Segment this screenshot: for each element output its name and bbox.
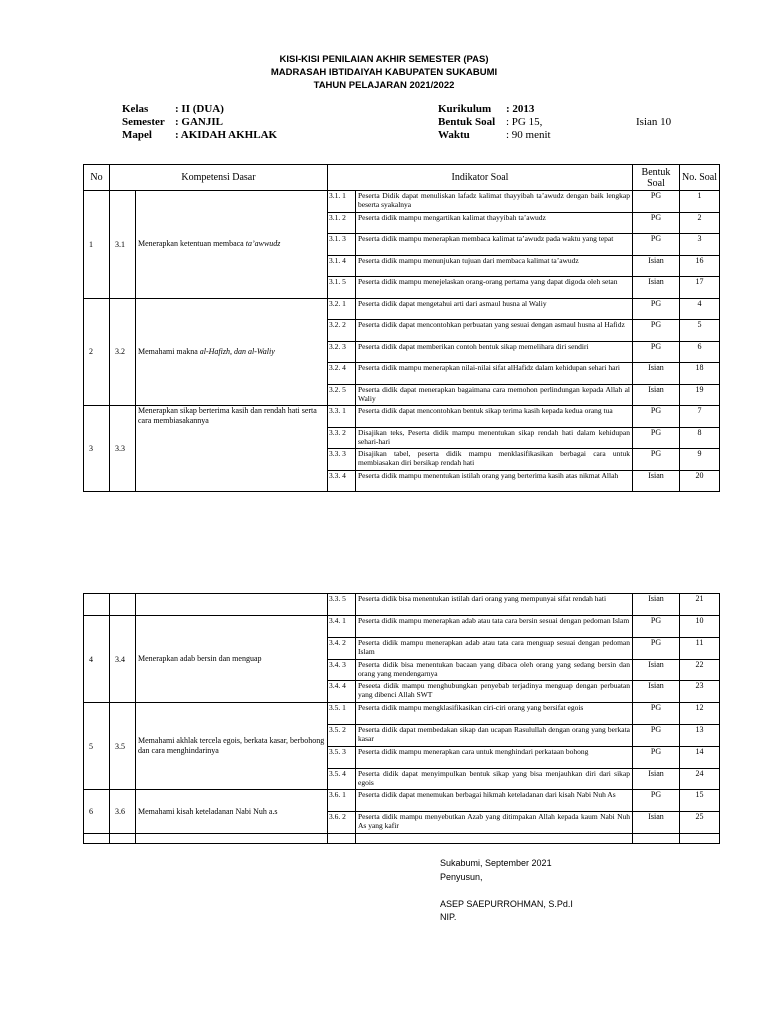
question-number: 13 <box>680 724 720 746</box>
question-number: 16 <box>680 255 720 277</box>
question-type: Isian <box>633 384 680 406</box>
question-number: 24 <box>680 768 720 790</box>
mapel-label: Mapel <box>122 129 152 141</box>
kurikulum-value: : 2013 <box>506 103 535 115</box>
doc-title-line-3: TAHUN PELAJARAN 2021/2022 <box>313 80 455 91</box>
question-type: PG <box>633 341 680 363</box>
question-number: 12 <box>680 703 720 725</box>
group-number: 5 <box>84 703 110 790</box>
waktu-label: Waktu <box>438 129 470 141</box>
kd-number: 3.4 <box>110 616 136 703</box>
mapel-value: : AKIDAH AKHLAK <box>175 129 278 141</box>
indicator-text: Peserta didik dapat menemukan berbagai hikmah keteladanan dari kisah Nabi Nuh As <box>356 790 633 812</box>
table-row <box>84 616 720 638</box>
header-kompetensi-dasar: Kompetensi Dasar <box>110 165 328 191</box>
question-number: 23 <box>680 681 720 703</box>
question-number: 22 <box>680 659 720 681</box>
kelas-value: : II (DUA) <box>175 103 224 115</box>
group-number-empty <box>84 594 110 616</box>
question-number: 18 <box>680 363 720 385</box>
empty-cell <box>328 833 356 843</box>
table-row <box>84 790 720 812</box>
question-number: 5 <box>680 320 720 342</box>
kurikulum-label: Kurikulum <box>438 103 492 115</box>
kd-number: 3.3 <box>110 406 136 492</box>
empty-cell <box>110 833 136 843</box>
question-number: 4 <box>680 298 720 320</box>
indicator-text: Disajikan teks, Peserta didik mampu menentukan sikap rendah hati dalam kehidupan sehari-hari <box>356 427 633 449</box>
group-number: 2 <box>84 298 110 406</box>
kd-number: 3.6 <box>110 790 136 834</box>
indicator-number: 3.1. 4 <box>328 255 356 277</box>
question-type: Isian <box>633 594 680 616</box>
indicator-number: 3.2. 2 <box>328 320 356 342</box>
indicator-text: Peserta didik dapat mencontohkan perbuatan yang sesuai dengan asmaul husna al Hafidz <box>356 320 633 342</box>
meta-semester <box>122 116 223 128</box>
question-number: 21 <box>680 594 720 616</box>
indicator-text: Peserta didik dapat membedakan sikap dan ucapan Rasulullah dengan orang yang berkata kasar <box>356 724 633 746</box>
indicator-number: 3.2. 4 <box>328 363 356 385</box>
header-no-soal: No. Soal <box>680 165 720 191</box>
indicator-number: 3.5. 4 <box>328 768 356 790</box>
empty-cell <box>680 833 720 843</box>
question-number: 3 <box>680 234 720 256</box>
header-no: No <box>84 165 110 191</box>
bentuk-extra-value: Isian 10 <box>636 116 672 128</box>
table-row <box>84 298 720 320</box>
empty-cell <box>84 833 110 843</box>
question-type: Isian <box>633 659 680 681</box>
bentuk-extra <box>636 116 671 128</box>
kd-text-empty <box>136 594 328 616</box>
question-type: PG <box>633 298 680 320</box>
semester-value: : GANJIL <box>175 116 223 128</box>
semester-label: Semester <box>122 116 165 128</box>
question-type: PG <box>633 449 680 471</box>
question-number: 11 <box>680 637 720 659</box>
indicator-number: 3.5. 3 <box>328 746 356 768</box>
question-number: 8 <box>680 427 720 449</box>
question-type: Isian <box>633 681 680 703</box>
empty-cell <box>136 833 328 843</box>
kd-text: Memahami akhlak tercela egois, berkata kasar, berbohong dan cara menghindarinya <box>136 703 328 790</box>
kd-text: Menerapkan ketentuan membaca ta’awwudz <box>136 191 328 299</box>
table-row <box>84 406 720 428</box>
empty-cell <box>633 833 680 843</box>
question-number: 9 <box>680 449 720 471</box>
indicator-text: Peserta didik mampu mengartikan kalimat thayyibah ta’awudz <box>356 212 633 234</box>
indicator-number: 3.1. 3 <box>328 234 356 256</box>
question-type: PG <box>633 191 680 213</box>
indicator-text: Peserta didik dapat memberikan contoh bentuk sikap memelihara diri sendiri <box>356 341 633 363</box>
indicator-text: Peserta didik mampu menerapkan membaca kalimat ta’awudz pada waktu yang tepat <box>356 234 633 256</box>
kisi-table-page-1 <box>83 164 720 492</box>
question-number: 1 <box>680 191 720 213</box>
indicator-text: Peserta didik mampu menerapkan adab atau tata cara bersin sesuai dengan pedoman Islam <box>356 616 633 638</box>
empty-cell <box>356 833 633 843</box>
header-bentuk-soal: Bentuk Soal <box>633 165 680 191</box>
question-type: PG <box>633 212 680 234</box>
indicator-text: Peseeta didik mampu menghubungkan penyebab terjadinya menguap dengan perbuatan yang dibenci Allah SWT <box>356 681 633 703</box>
kd-text: Menerapkan sikap berterima kasih dan rendah hati serta cara membiasakannya <box>136 406 328 492</box>
group-number: 3 <box>84 406 110 492</box>
indicator-text: Peserta didik mampu menentukan istilah orang yang berterima kasih atas nikmat Allah <box>356 470 633 492</box>
indicator-text: Peserta didik mampu menejelaskan orang-orang pertama yang dapat digoda oleh setan <box>356 277 633 299</box>
question-type: Isian <box>633 812 680 834</box>
question-type: PG <box>633 406 680 428</box>
question-type: Isian <box>633 277 680 299</box>
question-type: PG <box>633 746 680 768</box>
indicator-text: Peserta didik dapat mengetahui arti dari asmaul husna al Waliy <box>356 298 633 320</box>
meta-mapel <box>122 129 277 141</box>
question-type: PG <box>633 703 680 725</box>
table-row <box>84 594 720 616</box>
indicator-text: Peserta didik dapat mencontohkan bentuk sikap terima kasih kepada kedua orang tua <box>356 406 633 428</box>
indicator-number: 3.1. 5 <box>328 277 356 299</box>
indicator-text: Peserta didik mampu menunjukan tujuan dari membaca kalimat ta’awudz <box>356 255 633 277</box>
question-type: Isian <box>633 363 680 385</box>
indicator-text: Peserta didik mampu menerapkan adab atau tata cara menguap sesuai dengan pedoman Islam <box>356 637 633 659</box>
doc-title-line-1: KISI-KISI PENILAIAN AKHIR SEMESTER (PAS) <box>279 54 489 65</box>
kd-text: Memahami makna al-Hafizh, dan al-Waliy <box>136 298 328 406</box>
indicator-text: Peserta didik dapat menerapkan bagaimana cara memohon perlindungan kepada Allah al Waliy <box>356 384 633 406</box>
signature-place-date: Sukabumi, September 2021 <box>440 858 552 868</box>
question-number: 14 <box>680 746 720 768</box>
question-type: Isian <box>633 768 680 790</box>
bentuk-value: : PG 15, <box>506 116 543 128</box>
table-header-row <box>84 165 720 191</box>
indicator-number: 3.5. 2 <box>328 724 356 746</box>
kelas-label: Kelas <box>122 103 149 115</box>
indicator-text: Peserta didik bisa menentukan istilah dari orang yang mempunyai sifat rendah hati <box>356 594 633 616</box>
indicator-number: 3.6. 1 <box>328 790 356 812</box>
indicator-text: Peserta Didik dapat menuliskan lafadz kalimat thayyibah ta’awudz dengan baik lengkap beserta syakalnya <box>356 191 633 213</box>
table-row <box>84 703 720 725</box>
signature-name: ASEP SAEPURROHMAN, S.Pd.I <box>440 899 573 909</box>
question-type: PG <box>633 616 680 638</box>
indicator-text: Peserta didik mampu menerapkan cara untuk menghindari perkataan bohong <box>356 746 633 768</box>
indicator-number: 3.3. 1 <box>328 406 356 428</box>
indicator-number: 3.4. 1 <box>328 616 356 638</box>
group-number: 1 <box>84 191 110 299</box>
question-number: 17 <box>680 277 720 299</box>
doc-title-line-2: MADRASAH IBTIDAIYAH KABUPATEN SUKABUMI <box>270 67 498 78</box>
indicator-text: Disajikan tabel, peserta didik mampu menklasifikasikan berbagai cara untuk membiasakan diri bersikap rendah hati <box>356 449 633 471</box>
indicator-number: 3.2. 3 <box>328 341 356 363</box>
indicator-number: 3.6. 2 <box>328 812 356 834</box>
indicator-text: Peserta didik dapat menyimpulkan bentuk sikap yang bisa menjauhkan diri dari sikap egois <box>356 768 633 790</box>
question-type: PG <box>633 427 680 449</box>
table-row <box>84 833 720 843</box>
waktu-value: : 90 menit <box>506 129 551 141</box>
signature-role: Penyusun, <box>440 872 483 882</box>
table-row <box>84 191 720 213</box>
indicator-number: 3.1. 1 <box>328 191 356 213</box>
indicator-number: 3.2. 1 <box>328 298 356 320</box>
question-type: PG <box>633 790 680 812</box>
question-type: Isian <box>633 470 680 492</box>
kd-number: 3.5 <box>110 703 136 790</box>
bentuk-label: Bentuk Soal <box>438 116 496 128</box>
indicator-text: Peserta didik mampu menerapkan nilai-nilai sifat alHafidz dalam kehidupan sehari hari <box>356 363 633 385</box>
indicator-number: 3.4. 2 <box>328 637 356 659</box>
kd-number: 3.1 <box>110 191 136 299</box>
indicator-number: 3.2. 5 <box>328 384 356 406</box>
question-number: 6 <box>680 341 720 363</box>
indicator-number: 3.3. 5 <box>328 594 356 616</box>
question-number: 25 <box>680 812 720 834</box>
question-number: 7 <box>680 406 720 428</box>
indicator-number: 3.4. 4 <box>328 681 356 703</box>
meta-kelas <box>122 103 224 115</box>
indicator-number: 3.5. 1 <box>328 703 356 725</box>
question-type: PG <box>633 637 680 659</box>
indicator-number: 3.4. 3 <box>328 659 356 681</box>
indicator-text: Peserta didik mampu mengklasifikasikan ciri-ciri orang yang bersifat egois <box>356 703 633 725</box>
question-type: PG <box>633 234 680 256</box>
kd-text: Menerapkan adab bersin dan menguap <box>136 616 328 703</box>
kd-number-empty <box>110 594 136 616</box>
group-number: 4 <box>84 616 110 703</box>
question-type: PG <box>633 320 680 342</box>
header-indikator-soal: Indikator Soal <box>328 165 633 191</box>
question-type: Isian <box>633 255 680 277</box>
question-number: 20 <box>680 470 720 492</box>
indicator-number: 3.3. 4 <box>328 470 356 492</box>
indicator-number: 3.3. 2 <box>328 427 356 449</box>
kisi-table-page-2 <box>83 593 720 844</box>
question-type: PG <box>633 724 680 746</box>
question-number: 10 <box>680 616 720 638</box>
signature-nip: NIP. <box>440 912 457 922</box>
indicator-text: Peserta didik bisa menentukan bacaan yang dibaca oleh orang yang sedang bersin dan orang yang mendengarnya <box>356 659 633 681</box>
kd-text: Memahami kisah keteladanan Nabi Nuh a.s <box>136 790 328 834</box>
question-number: 15 <box>680 790 720 812</box>
meta-kurikulum <box>438 103 534 115</box>
indicator-text: Peserta didik mampu menyebutkan Azab yang ditimpakan Allah kepada kaum Nabi Nuh As yang kafir <box>356 812 633 834</box>
group-number: 6 <box>84 790 110 834</box>
question-number: 19 <box>680 384 720 406</box>
indicator-number: 3.3. 3 <box>328 449 356 471</box>
question-number: 2 <box>680 212 720 234</box>
indicator-number: 3.1. 2 <box>328 212 356 234</box>
meta-waktu <box>438 129 551 141</box>
meta-bentuk-soal <box>438 116 542 128</box>
kd-number: 3.2 <box>110 298 136 406</box>
